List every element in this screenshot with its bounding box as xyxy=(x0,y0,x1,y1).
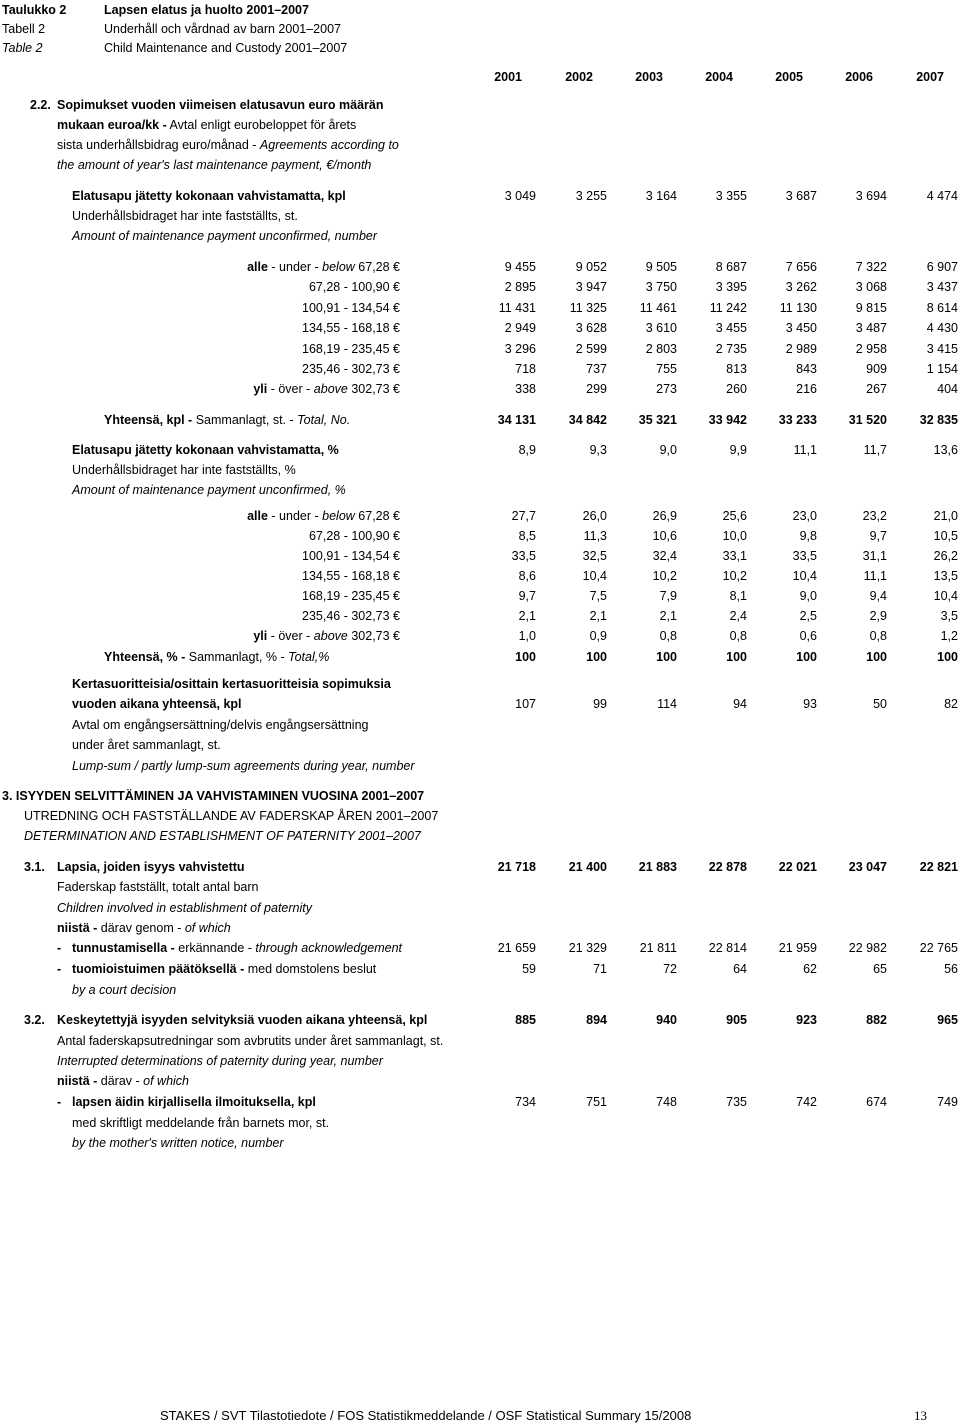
pct-band-6-2002: 0,9 xyxy=(589,629,607,643)
count-band-1-2001: 2 895 xyxy=(504,280,536,294)
interrupted-determinations-2007: 965 xyxy=(937,1013,958,1027)
count-band-1-2007: 3 437 xyxy=(926,280,958,294)
count-band-label-4-label-tail: 168,19 - 235,45 € xyxy=(302,342,400,356)
section-2-2-line2-rest: Avtal enligt eurobeloppet för årets xyxy=(166,118,357,132)
count-band-label-1-label-tail: 67,28 - 100,90 € xyxy=(308,280,400,294)
pct-band-2-2002: 32,5 xyxy=(582,549,607,563)
section-3-1-niista: niistä - xyxy=(57,921,98,935)
pct-band-label-6-label-bold: yli xyxy=(253,629,268,643)
count-band-5-2006: 909 xyxy=(866,362,887,376)
total-count-2007: 32 835 xyxy=(919,413,958,427)
section-3-1-sv: Faderskap fastställt, totalt antal barn xyxy=(57,880,259,894)
count-band-label-6-label-rest: - över - xyxy=(267,382,314,396)
count-band-label-0 xyxy=(100,259,400,275)
count-band-6-2004: 260 xyxy=(726,382,747,396)
section-3-1-of-which xyxy=(57,920,231,936)
total-count-label xyxy=(104,412,350,428)
unconfirmed-count-2005: 3 687 xyxy=(785,189,817,203)
pct-band-5-2002: 2,1 xyxy=(589,609,607,623)
total-pct-label xyxy=(104,649,329,665)
pct-band-3-2006: 11,1 xyxy=(863,569,887,583)
count-band-2-2001: 11 431 xyxy=(498,301,536,315)
total-pct-2003: 100 xyxy=(656,650,677,664)
section-3-1-r1-label xyxy=(72,940,402,956)
lumpsum-line2: vuoden aikana yhteensä, kpl xyxy=(72,697,242,711)
pct-band-label-0-label-tail: 67,28 € xyxy=(354,509,400,523)
pct-band-0-2005: 23,0 xyxy=(792,509,817,523)
paternity-established-2007: 22 821 xyxy=(919,860,958,874)
written-notice-2006: 674 xyxy=(866,1095,887,1109)
section-3-1-of-which-en: of which xyxy=(184,921,231,935)
unconfirmed-count-2006: 3 694 xyxy=(855,189,887,203)
acknowledgement-2006: 22 982 xyxy=(848,941,887,955)
lumpsum-2007: 82 xyxy=(944,697,958,711)
count-band-0-2006: 7 322 xyxy=(855,260,887,274)
section-3-1-r1-dash: - xyxy=(57,941,62,955)
unconfirmed-pct-label-en: Amount of maintenance payment unconfirmed, % xyxy=(72,483,346,497)
unconfirmed-pct-2006: 11,7 xyxy=(863,443,887,457)
paternity-established-2001: 21 718 xyxy=(497,860,536,874)
pct-band-1-2004: 10,0 xyxy=(722,529,747,543)
count-band-4-2007: 3 415 xyxy=(926,342,958,356)
written-notice-en: by the mother's written notice, number xyxy=(72,1136,284,1150)
pct-band-0-2007: 21,0 xyxy=(933,509,958,523)
pct-band-5-2005: 2,5 xyxy=(799,609,817,623)
written-notice-2003: 748 xyxy=(656,1095,677,1109)
count-band-label-2 xyxy=(100,300,400,316)
count-band-2-2003: 11 461 xyxy=(639,301,677,315)
court-decision-2002: 71 xyxy=(593,962,607,976)
count-band-4-2004: 2 735 xyxy=(715,342,747,356)
pct-band-5-2004: 2,4 xyxy=(729,609,747,623)
pct-band-0-2004: 25,6 xyxy=(722,509,747,523)
paternity-established-2005: 22 021 xyxy=(778,860,817,874)
pct-band-label-2-label-tail: 100,91 - 134,54 € xyxy=(302,549,400,563)
section-title-2-2: Sopimukset vuoden viimeisen elatusavun euro määrän xyxy=(57,98,384,112)
pct-band-0-2003: 26,9 xyxy=(652,509,677,523)
unconfirmed-pct-label-fi: Elatusapu jätetty kokonaan vahvistamatta, % xyxy=(72,443,339,457)
pct-band-label-3-label-tail: 134,55 - 168,18 € xyxy=(302,569,400,583)
acknowledgement-fi: tunnustamisella - xyxy=(72,941,175,955)
count-band-3-2002: 3 628 xyxy=(575,321,607,335)
count-band-4-2002: 2 599 xyxy=(575,342,607,356)
pct-band-label-5 xyxy=(100,608,400,624)
count-band-2-2005: 11 130 xyxy=(779,301,817,315)
year-2003: 2003 xyxy=(635,70,663,84)
unconfirmed-count-2003: 3 164 xyxy=(645,189,677,203)
pct-band-6-2006: 0,8 xyxy=(869,629,887,643)
count-band-label-0-label-italic: below xyxy=(322,260,355,274)
pct-band-1-2007: 10,5 xyxy=(933,529,958,543)
count-band-label-3-label-tail: 134,55 - 168,18 € xyxy=(302,321,400,335)
count-band-label-6-label-bold: yli xyxy=(253,382,268,396)
unconfirmed-count-2007: 4 474 xyxy=(926,189,958,203)
acknowledgement-2004: 22 814 xyxy=(708,941,747,955)
lumpsum-2001: 107 xyxy=(515,697,536,711)
lumpsum-line5: Lump-sum / partly lump-sum agreements during year, number xyxy=(72,759,415,773)
count-band-0-2002: 9 052 xyxy=(575,260,607,274)
pct-band-label-3 xyxy=(100,568,400,584)
total-pct-2007: 100 xyxy=(937,650,958,664)
count-band-2-2004: 11 242 xyxy=(709,301,747,315)
count-band-1-2005: 3 262 xyxy=(785,280,817,294)
unconfirmed-pct-2007: 13,6 xyxy=(933,443,958,457)
count-band-label-5-label-tail: 235,46 - 302,73 € xyxy=(302,362,400,376)
interrupted-determinations-2004: 905 xyxy=(726,1013,747,1027)
total-count-label-label-bold: Yhteensä, kpl - xyxy=(104,413,193,427)
table-label-sv: Tabell 2 xyxy=(2,22,46,36)
total-pct-label-label-italic: Total,% xyxy=(288,650,330,664)
section-3-2-of-which xyxy=(57,1073,189,1089)
court-decision-2007: 56 xyxy=(944,962,958,976)
unconfirmed-pct-label-sv: Underhållsbidraget har inte fastställts, % xyxy=(72,463,296,477)
page-footer xyxy=(0,1408,960,1426)
section-3-2-sv: Antal faderskapsutredningar som avbrutits under året sammanlagt, st. xyxy=(57,1034,444,1048)
section-3-title-sv: UTREDNING OCH FASTSTÄLLANDE AV FADERSKAP ÅREN 2001–2007 xyxy=(24,809,439,823)
section-3-title-en: DETERMINATION AND ESTABLISHMENT OF PATERNITY 2001–2007 xyxy=(24,829,421,843)
count-band-6-2006: 267 xyxy=(866,382,887,396)
unconfirmed-pct-2004: 9,9 xyxy=(729,443,747,457)
pct-band-4-2003: 7,9 xyxy=(659,589,677,603)
court-decision-2001: 59 xyxy=(522,962,536,976)
section-3-2-darav: därav - xyxy=(97,1074,144,1088)
written-notice-fi: lapsen äidin kirjallisella ilmoituksella, kpl xyxy=(72,1095,316,1109)
total-pct-2002: 100 xyxy=(586,650,607,664)
pct-band-label-0-label-italic: below xyxy=(322,509,355,523)
count-band-4-2005: 2 989 xyxy=(785,342,817,356)
acknowledgement-2007: 22 765 xyxy=(919,941,958,955)
pct-band-2-2003: 32,4 xyxy=(652,549,677,563)
court-decision-2004: 64 xyxy=(733,962,747,976)
total-pct-2005: 100 xyxy=(796,650,817,664)
count-band-label-0-label-rest: - under - xyxy=(267,260,323,274)
pct-band-4-2002: 7,5 xyxy=(589,589,607,603)
written-notice-2001: 734 xyxy=(515,1095,536,1109)
count-band-label-1 xyxy=(100,279,400,295)
section-3-2-of-which-en: of which xyxy=(143,1074,190,1088)
section-3-2-title: Keskeytettyjä isyyden selvityksiä vuoden aikana yhteensä, kpl xyxy=(57,1013,428,1027)
pct-band-label-6 xyxy=(100,628,400,644)
pct-band-3-2002: 10,4 xyxy=(582,569,607,583)
pct-band-label-2 xyxy=(100,548,400,564)
count-band-4-2003: 2 803 xyxy=(645,342,677,356)
pct-band-2-2006: 31,1 xyxy=(862,549,887,563)
pct-band-2-2001: 33,5 xyxy=(511,549,536,563)
count-band-5-2005: 843 xyxy=(796,362,817,376)
written-notice-2002: 751 xyxy=(586,1095,607,1109)
pct-band-label-0-label-bold: alle xyxy=(247,509,268,523)
table-title-fi: Lapsen elatus ja huolto 2001–2007 xyxy=(104,3,309,17)
total-count-label-label-rest: Sammanlagt, st. - xyxy=(192,413,298,427)
pct-band-label-5-label-tail: 235,46 - 302,73 € xyxy=(302,609,400,623)
pct-band-4-2006: 9,4 xyxy=(869,589,887,603)
pct-band-label-0-label-rest: - under - xyxy=(267,509,323,523)
section-3-2-r1-dash: - xyxy=(57,1095,62,1109)
total-count-2005: 33 233 xyxy=(778,413,817,427)
written-notice-2004: 735 xyxy=(726,1095,747,1109)
table-label-fi: Taulukko 2 xyxy=(2,3,67,17)
written-notice-2005: 742 xyxy=(796,1095,817,1109)
acknowledgement-2005: 21 959 xyxy=(778,941,817,955)
unconfirmed-count-2002: 3 255 xyxy=(575,189,607,203)
count-band-6-2005: 216 xyxy=(796,382,817,396)
count-band-1-2006: 3 068 xyxy=(855,280,887,294)
count-band-3-2001: 2 949 xyxy=(504,321,536,335)
pct-band-label-6-label-italic: above xyxy=(313,629,348,643)
pct-band-label-4 xyxy=(100,588,400,604)
section-2-2-line2-bold: mukaan euroa/kk - xyxy=(57,118,167,132)
section-2-2-line3 xyxy=(57,137,399,153)
pct-band-3-2007: 13,5 xyxy=(933,569,958,583)
pct-band-5-2007: 3,5 xyxy=(940,609,958,623)
table-label-en: Table 2 xyxy=(2,41,43,55)
interrupted-determinations-2006: 882 xyxy=(866,1013,887,1027)
year-2004: 2004 xyxy=(705,70,733,84)
interrupted-determinations-2005: 923 xyxy=(796,1013,817,1027)
section-number-3-2: 3.2. xyxy=(24,1013,45,1027)
count-band-5-2002: 737 xyxy=(586,362,607,376)
year-2006: 2006 xyxy=(845,70,873,84)
count-band-1-2002: 3 947 xyxy=(575,280,607,294)
count-band-6-2007: 404 xyxy=(937,382,958,396)
count-band-0-2001: 9 455 xyxy=(504,260,536,274)
pct-band-5-2003: 2,1 xyxy=(659,609,677,623)
acknowledgement-2003: 21 811 xyxy=(639,941,677,955)
court-decision-en: by a court decision xyxy=(72,983,177,997)
footer-page-number: 13 xyxy=(914,1408,927,1423)
lumpsum-2002: 99 xyxy=(593,697,607,711)
pct-band-1-2005: 9,8 xyxy=(799,529,817,543)
pct-band-3-2001: 8,6 xyxy=(518,569,536,583)
section-number-2-2: 2.2. xyxy=(30,98,51,112)
count-band-label-3 xyxy=(100,320,400,336)
count-band-label-0-label-tail: 67,28 € xyxy=(354,260,400,274)
lumpsum-line3: Avtal om engångsersättning/delvis engångsersättning xyxy=(72,718,369,732)
count-band-4-2001: 3 296 xyxy=(504,342,536,356)
count-band-3-2006: 3 487 xyxy=(855,321,887,335)
unconfirmed-count-2004: 3 355 xyxy=(715,189,747,203)
lumpsum-2004: 94 xyxy=(733,697,747,711)
unconfirmed-pct-2002: 9,3 xyxy=(589,443,607,457)
count-band-label-5 xyxy=(100,361,400,377)
unconfirmed-count-label-fi: Elatusapu jätetty kokonaan vahvistamatta, kpl xyxy=(72,189,346,203)
year-2002: 2002 xyxy=(565,70,593,84)
pct-band-0-2006: 23,2 xyxy=(862,509,887,523)
total-pct-2004: 100 xyxy=(726,650,747,664)
total-count-2006: 31 520 xyxy=(848,413,887,427)
pct-band-4-2004: 8,1 xyxy=(729,589,747,603)
pct-band-1-2003: 10,6 xyxy=(652,529,677,543)
pct-band-label-1-label-tail: 67,28 - 100,90 € xyxy=(308,529,400,543)
count-band-label-6-label-tail: 302,73 € xyxy=(347,382,400,396)
count-band-label-4 xyxy=(100,341,400,357)
pct-band-4-2005: 9,0 xyxy=(799,589,817,603)
section-3-2-en: Interrupted determinations of paternity during year, number xyxy=(57,1054,383,1068)
count-band-label-6 xyxy=(100,381,400,397)
acknowledgement-sv: erkännande - xyxy=(174,941,256,955)
footer-publication: STAKES / SVT Tilastotiedote / FOS Statistikmeddelande / OSF Statistical Summary 15/2008 xyxy=(160,1408,692,1423)
pct-band-2-2007: 26,2 xyxy=(933,549,958,563)
total-count-2003: 35 321 xyxy=(638,413,677,427)
pct-band-6-2004: 0,8 xyxy=(729,629,747,643)
pct-band-3-2003: 10,2 xyxy=(652,569,677,583)
pct-band-label-6-label-tail: 302,73 € xyxy=(347,629,400,643)
pct-band-1-2002: 11,3 xyxy=(583,529,607,543)
interrupted-determinations-2001: 885 xyxy=(515,1013,536,1027)
section-3-1-en: Children involved in establishment of paternity xyxy=(57,901,312,915)
court-decision-fi: tuomioistuimen päätöksellä - xyxy=(72,962,245,976)
acknowledgement-2002: 21 329 xyxy=(568,941,607,955)
pct-band-label-6-label-rest: - över - xyxy=(267,629,314,643)
table-title-en: Child Maintenance and Custody 2001–2007 xyxy=(104,41,348,55)
year-2001: 2001 xyxy=(494,70,522,84)
pct-band-label-1 xyxy=(100,528,400,544)
pct-band-1-2006: 9,7 xyxy=(869,529,887,543)
count-band-label-0-label-bold: alle xyxy=(247,260,268,274)
total-count-2002: 34 842 xyxy=(568,413,607,427)
section-2-2-line4: the amount of year's last maintenance payment, €/month xyxy=(57,158,372,172)
written-notice-sv: med skriftligt meddelande från barnets mor, st. xyxy=(72,1116,330,1130)
section-2-2-line3-italic: Agreements according to xyxy=(259,138,399,152)
pct-band-4-2001: 9,7 xyxy=(518,589,536,603)
count-band-0-2007: 6 907 xyxy=(926,260,958,274)
unconfirmed-count-label-sv: Underhållsbidraget har inte fastställts, st. xyxy=(72,209,298,223)
pct-band-label-0 xyxy=(100,508,400,524)
interrupted-determinations-2002: 894 xyxy=(586,1013,607,1027)
count-band-3-2005: 3 450 xyxy=(785,321,817,335)
count-band-5-2007: 1 154 xyxy=(926,362,958,376)
unconfirmed-pct-2005: 11,1 xyxy=(793,443,817,457)
pct-band-0-2001: 27,7 xyxy=(511,509,536,523)
count-band-3-2004: 3 455 xyxy=(715,321,747,335)
count-band-6-2002: 299 xyxy=(586,382,607,396)
count-band-3-2007: 4 430 xyxy=(926,321,958,335)
pct-band-4-2007: 10,4 xyxy=(933,589,958,603)
acknowledgement-en: through acknowledgement xyxy=(255,941,403,955)
count-band-6-2003: 273 xyxy=(656,382,677,396)
count-band-3-2003: 3 610 xyxy=(645,321,677,335)
paternity-established-2002: 21 400 xyxy=(568,860,607,874)
section-2-2-line2 xyxy=(57,117,356,133)
count-band-5-2001: 718 xyxy=(515,362,536,376)
total-pct-label-label-rest: Sammanlagt, % - xyxy=(185,650,289,664)
pct-band-3-2005: 10,4 xyxy=(792,569,817,583)
total-pct-2001: 100 xyxy=(515,650,536,664)
lumpsum-2006: 50 xyxy=(873,697,887,711)
section-2-2-line3-plain: sista underhållsbidrag euro/månad - xyxy=(57,138,260,152)
count-band-1-2004: 3 395 xyxy=(715,280,747,294)
count-band-6-2001: 338 xyxy=(515,382,536,396)
count-band-2-2006: 9 815 xyxy=(855,301,887,315)
count-band-0-2003: 9 505 xyxy=(645,260,677,274)
paternity-established-2003: 21 883 xyxy=(638,860,677,874)
pct-band-6-2003: 0,8 xyxy=(659,629,677,643)
pct-band-6-2007: 1,2 xyxy=(940,629,958,643)
count-band-0-2005: 7 656 xyxy=(785,260,817,274)
pct-band-0-2002: 26,0 xyxy=(582,509,607,523)
section-3-1-title: Lapsia, joiden isyys vahvistettu xyxy=(57,860,245,874)
pct-band-5-2006: 2,9 xyxy=(869,609,887,623)
acknowledgement-2001: 21 659 xyxy=(497,941,536,955)
written-notice-2007: 749 xyxy=(937,1095,958,1109)
count-band-4-2006: 2 958 xyxy=(855,342,887,356)
interrupted-determinations-2003: 940 xyxy=(656,1013,677,1027)
total-pct-label-label-bold: Yhteensä, % - xyxy=(104,650,186,664)
pct-band-6-2001: 1,0 xyxy=(518,629,536,643)
total-pct-2006: 100 xyxy=(866,650,887,664)
count-band-label-6-label-italic: above xyxy=(313,382,348,396)
lumpsum-line1: Kertasuoritteisia/osittain kertasuoritteisia sopimuksia xyxy=(72,677,391,691)
unconfirmed-count-label-en: Amount of maintenance payment unconfirmed, number xyxy=(72,229,378,243)
section-3-1-darav: därav genom - xyxy=(97,921,185,935)
pct-band-6-2005: 0,6 xyxy=(799,629,817,643)
pct-band-1-2001: 8,5 xyxy=(518,529,536,543)
lumpsum-2003: 114 xyxy=(657,697,677,711)
count-band-1-2003: 3 750 xyxy=(645,280,677,294)
pct-band-5-2001: 2,1 xyxy=(518,609,536,623)
paternity-established-2004: 22 878 xyxy=(708,860,747,874)
year-2007: 2007 xyxy=(916,70,944,84)
section-3-title-fi: 3. ISYYDEN SELVITTÄMINEN JA VAHVISTAMINEN VUOSINA 2001–2007 xyxy=(2,789,425,803)
pct-band-label-4-label-tail: 168,19 - 235,45 € xyxy=(302,589,400,603)
court-decision-sv: med domstolens beslut xyxy=(244,962,377,976)
total-count-2001: 34 131 xyxy=(497,413,536,427)
year-2005: 2005 xyxy=(775,70,803,84)
court-decision-2003: 72 xyxy=(663,962,677,976)
total-count-label-label-italic: Total, No. xyxy=(297,413,351,427)
section-3-1-r2-label xyxy=(72,961,376,977)
lumpsum-2005: 93 xyxy=(803,697,817,711)
section-3-1-r2-dash: - xyxy=(57,962,62,976)
count-band-5-2004: 813 xyxy=(726,362,747,376)
court-decision-2006: 65 xyxy=(873,962,887,976)
paternity-established-2006: 23 047 xyxy=(848,860,887,874)
count-band-5-2003: 755 xyxy=(656,362,677,376)
unconfirmed-count-2001: 3 049 xyxy=(504,189,536,203)
table-title-sv: Underhåll och vårdnad av barn 2001–2007 xyxy=(104,22,341,36)
lumpsum-line4: under året sammanlagt, st. xyxy=(72,738,221,752)
section-3-2-niista: niistä - xyxy=(57,1074,98,1088)
pct-band-3-2004: 10,2 xyxy=(722,569,747,583)
count-band-0-2004: 8 687 xyxy=(715,260,747,274)
count-band-2-2007: 8 614 xyxy=(926,301,958,315)
unconfirmed-pct-2003: 9,0 xyxy=(659,443,677,457)
court-decision-2005: 62 xyxy=(803,962,817,976)
count-band-label-2-label-tail: 100,91 - 134,54 € xyxy=(302,301,400,315)
pct-band-2-2004: 33,1 xyxy=(722,549,747,563)
count-band-2-2002: 11 325 xyxy=(569,301,607,315)
unconfirmed-pct-2001: 8,9 xyxy=(518,443,536,457)
section-number-3-1: 3.1. xyxy=(24,860,45,874)
pct-band-2-2005: 33,5 xyxy=(792,549,817,563)
total-count-2004: 33 942 xyxy=(708,413,747,427)
